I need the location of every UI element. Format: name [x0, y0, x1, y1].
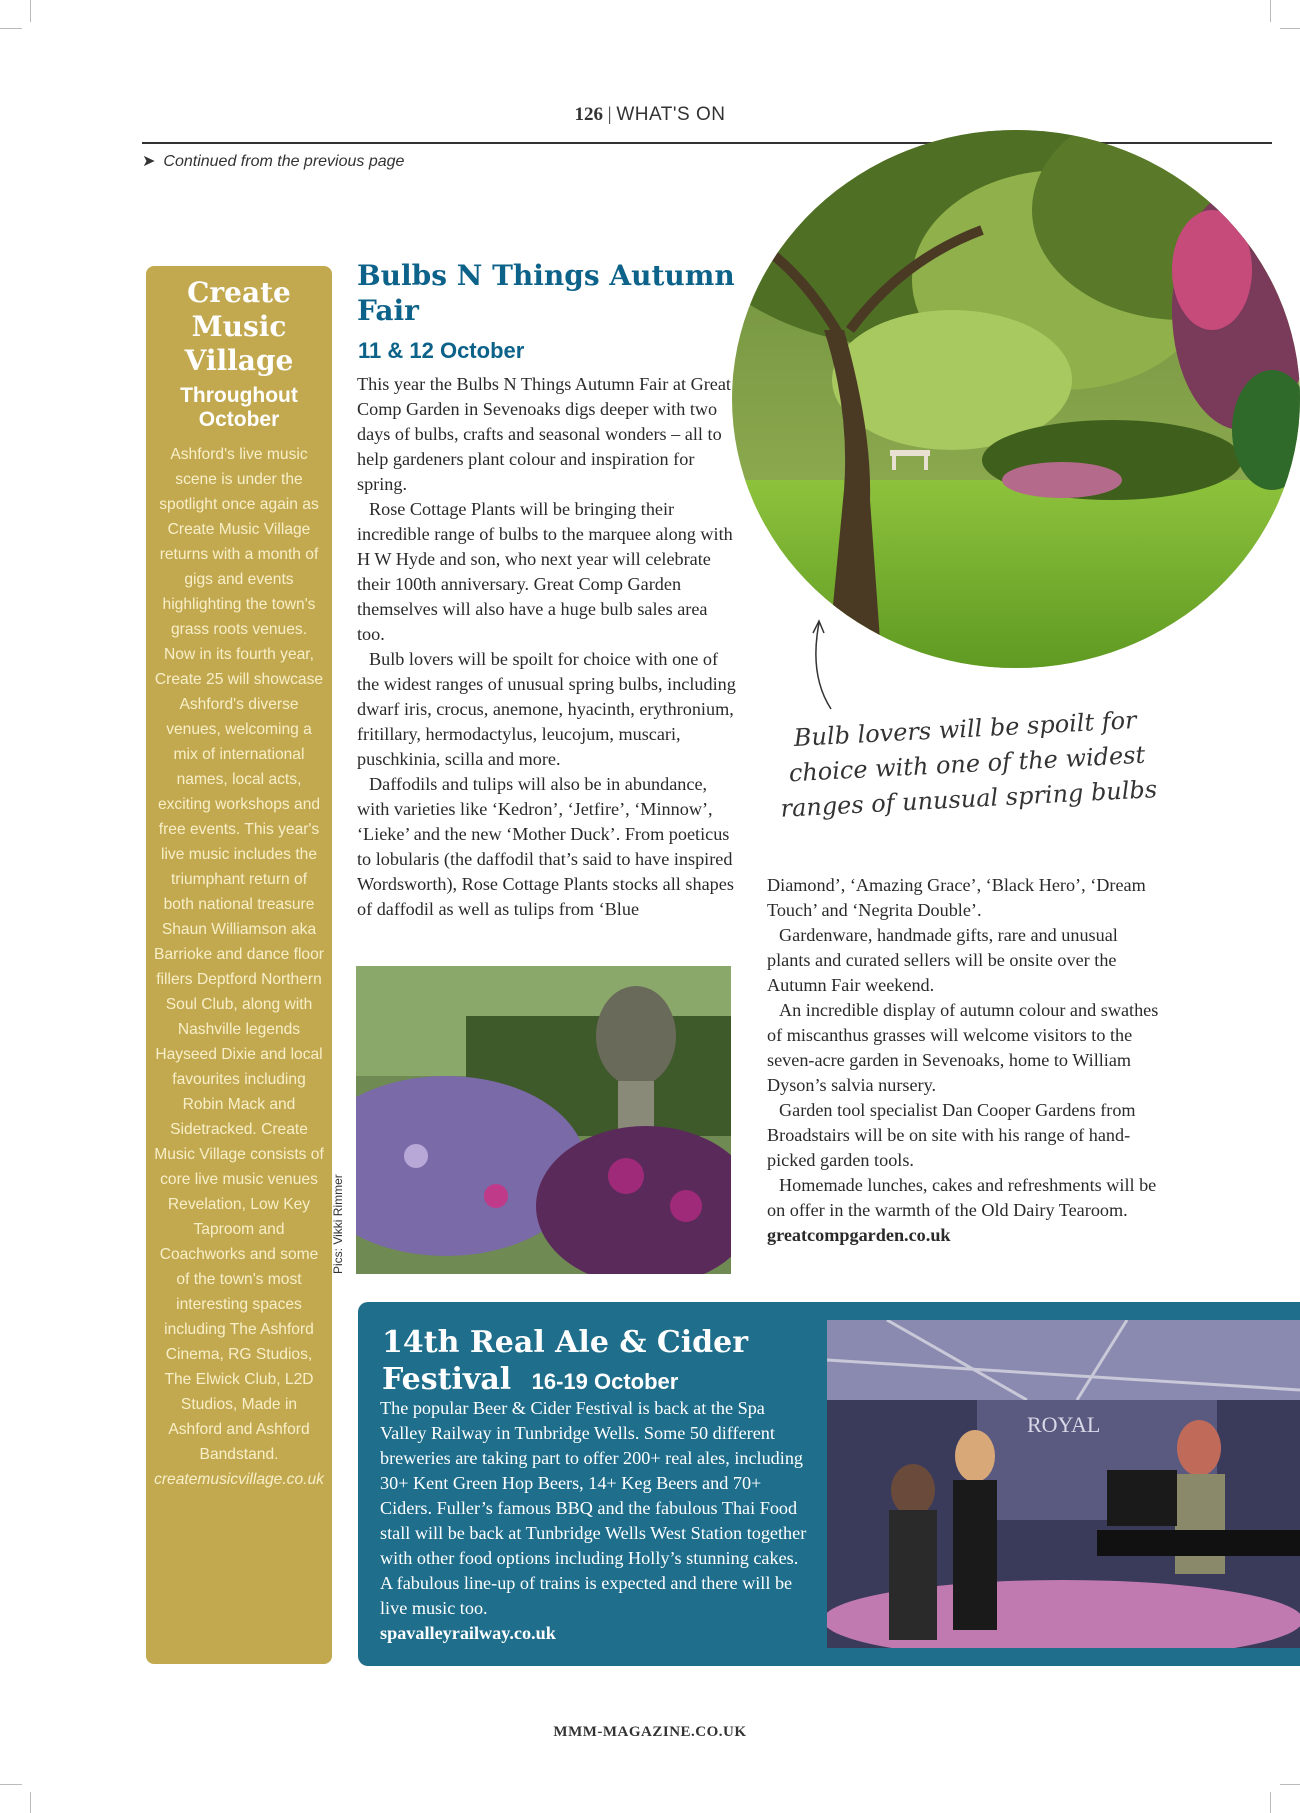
article-paragraph: Gardenware, handmade gifts, rare and unusual plants and curated sellers will be onsite over the Autumn Fair weekend.: [767, 925, 1118, 995]
continued-note: [142, 151, 404, 171]
article-paragraph: An incredible display of autumn colour and swathes of miscanthus grasses will welcome visitors to the seven-acre garden in Sevenoaks, home to William Dyson’s salvia nursery.: [767, 1000, 1159, 1095]
crop-mark: [0, 28, 22, 29]
crop-mark: [0, 1784, 22, 1785]
page-number: 126: [574, 104, 604, 125]
article-url[interactable]: greatcompgarden.co.uk: [767, 1225, 951, 1245]
sidebar-body-text: Ashford's live music scene is under the spotlight once again as Create Music Village returns with a month of gigs and events highlighting the town's grass roots venues. Now in its fourth year, Create 25 will showcase Ashford's diverse venues, welcoming a mix of international names, local acts, exciting workshops and free events. This year's live music includes the triumphant return of both national treasure Shaun Williamson aka Barrioke and dance floor fillers Deptford Northern Soul Club, along with Nashville legends Hayseed Dixie and local favourites including Robin Mack and Sidetracked. Create Music Village consists of core live music venues Revelation, Low Key Taproom and Coachworks and some of the town's most interesting spaces including The Ashford Cinema, RG Studios, The Elwick Club, L2D Studios, Made in Ashford and Ashford Bandstand.: [154, 446, 324, 1463]
pull-quote-arrow-icon: [805, 615, 845, 715]
ale-body-text: The popular Beer & Cider Festival is back at the Spa Valley Railway in Tunbridge Wells. Some 50 different breweries are taking part to offer 200+ real ales, including 30+ Kent Green Hop Beers, 14+ Keg Beers and 70+ Ciders. Fuller’s famous BBQ and the fabulous Thai Food stall will be back at Tunbridge Wells West Station together with other food options including Holly’s stunning cakes. A fabulous line-up of trains is expected and there will be live music too.: [380, 1398, 807, 1618]
crop-mark: [30, 0, 31, 22]
article-paragraph: Rose Cottage Plants will be bringing their incredible range of bulbs to the marquee along with H W Hyde and son, who next year will celebrate their 100th anniversary. Great Comp Garden themselves will also have a huge bulb sales area too.: [357, 499, 733, 644]
ale-title: 14th Real Ale & Cider Festival: [382, 1325, 749, 1397]
ale-title-block: [382, 1324, 802, 1400]
article-paragraph: This year the Bulbs N Things Autumn Fair at Great Comp Garden in Sevenoaks digs deeper with two days of bulbs, crafts and seasonal wonders – all to help gardeners plant colour and inspiration for spring.: [357, 374, 731, 494]
ale-cider-festival-box: [358, 1302, 1300, 1666]
garden-photo: [732, 130, 1300, 668]
page-header: [0, 104, 1300, 126]
continued-text: Continued from the previous page: [163, 153, 405, 170]
article-paragraph: Daffodils and tulips will also be in abundance, with varieties like ‘Kedron’, ‘Jetfire’, ‘Minnow’, ‘Lieke’ and the new ‘Mother Duck’. From poeticus to lobularis (the daffodil that’s said to have inspired Wordsworth), Rose Cottage Plants stocks all shapes of daffodil as well as tulips from ‘Blue: [357, 774, 734, 919]
pull-quote: Bulb lovers will be spoilt for choice with one of the widest ranges of unusual spring bulbs: [779, 706, 1158, 823]
crop-mark: [1280, 28, 1300, 29]
sidebar-create-music-village: [146, 266, 332, 1664]
sidebar-subtitle: Throughout October: [180, 384, 298, 431]
crop-mark: [1280, 1784, 1300, 1785]
banner-text: ROYAL: [1027, 1412, 1101, 1437]
crop-mark: [1270, 0, 1271, 22]
section-name: WHAT'S ON: [616, 104, 726, 125]
crop-mark: [1270, 1792, 1271, 1813]
article-date: 11 & 12 October: [358, 338, 525, 363]
article-paragraph: Bulb lovers will be spoilt for choice with one of the widest ranges of unusual spring bulbs, including dwarf iris, crocus, anemone, hyacinth, erythronium, fritillary, hermodactylus, leucojum, muscari, puschkinia, scilla and more.: [357, 649, 736, 769]
sidebar-url[interactable]: createmusicvillage.co.uk: [154, 1471, 324, 1488]
ale-date: 16-19 October: [531, 1369, 679, 1394]
article-paragraph: Diamond’, ‘Amazing Grace’, ‘Black Hero’, ‘Dream Touch’ and ‘Negrita Double’.: [767, 875, 1146, 920]
sidebar-title: Create Music Village: [184, 276, 294, 377]
live-music-photo: [827, 1320, 1300, 1648]
article-column-2: [767, 873, 1159, 1248]
arrow-icon: ➤: [142, 153, 156, 170]
page-footer: MMM-MAGAZINE.CO.UK: [553, 1724, 747, 1740]
article-column-1: [357, 372, 739, 922]
article-paragraph: Homemade lunches, cakes and refreshments will be on offer in the warmth of the Old Dairy Tearoom.: [767, 1175, 1157, 1220]
statue-garden-photo: [356, 966, 731, 1274]
article-title: Bulbs N Things Autumn Fair: [357, 259, 735, 327]
crop-mark: [30, 1792, 31, 1813]
photo-credit: Pics: Vikki Rimmer: [331, 1174, 345, 1274]
ale-url[interactable]: spavalleyrailway.co.uk: [380, 1623, 556, 1643]
ale-body: [380, 1396, 810, 1646]
article-paragraph: Garden tool specialist Dan Cooper Gardens from Broadstairs will be on site with his range of hand-picked garden tools.: [767, 1100, 1136, 1170]
sidebar-body: [152, 442, 326, 1492]
header-separator: |: [607, 104, 612, 125]
